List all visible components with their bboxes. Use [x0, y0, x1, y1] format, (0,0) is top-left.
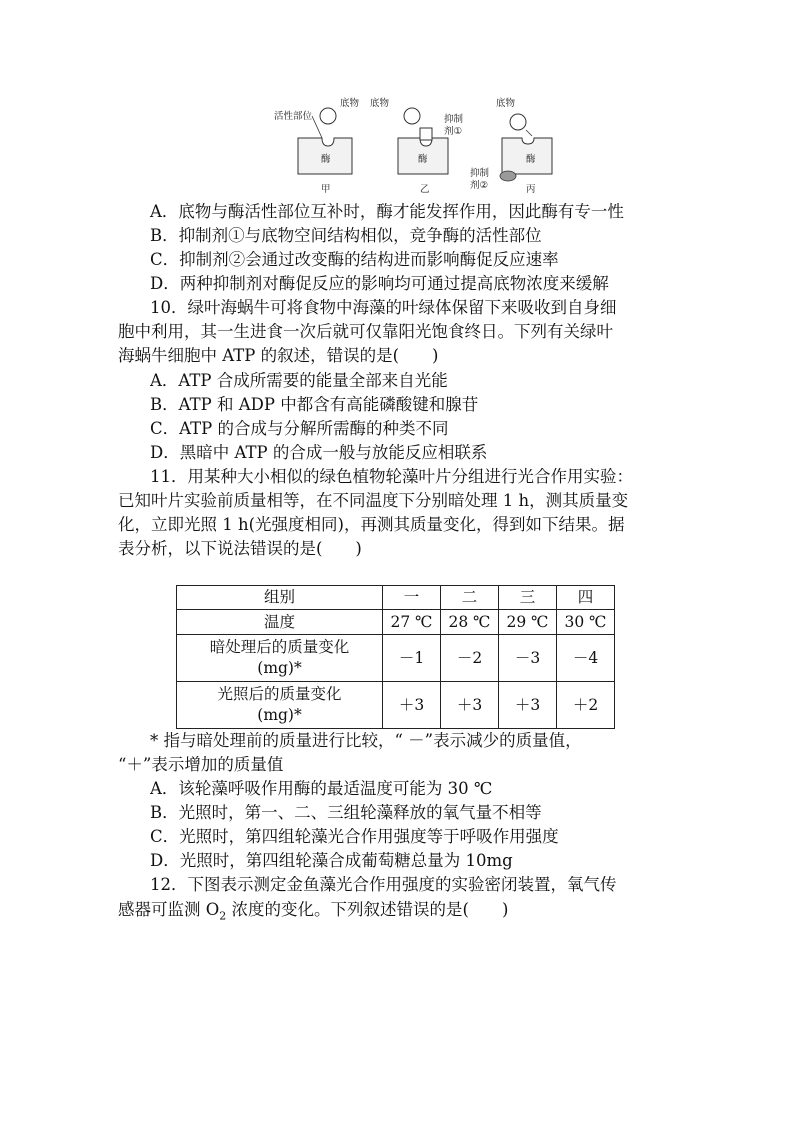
label-inhibitor-1a: 抑制 [444, 114, 464, 125]
q11-option-d: D．光照时，第四组轮藻合成葡萄糖总量为 10mg [150, 851, 513, 870]
q12-stem-2a: 感器可监测 O [118, 900, 220, 919]
panel-bing [470, 97, 552, 195]
q10-stem-line-2: 胞中利用，其一生进食一次后就可仅靠阳光饱食终日。下列有关绿叶 [118, 322, 613, 341]
substrate-circle-3 [510, 114, 526, 130]
label-active-site: 活性部位 [274, 111, 313, 122]
q9-option-d: D．两种抑制剂对酶促反应的影响均可通过提高底物浓度来缓解 [150, 274, 609, 293]
inhibitor-2-ellipse [500, 171, 516, 181]
table-cell-temp-1: 27 ℃ [383, 610, 441, 635]
table-cell-light-4: ＋2 [557, 682, 615, 729]
table-cell-temp-3: 29 ℃ [499, 610, 557, 635]
panel-jia [274, 97, 360, 195]
table-cell-temp-2: 28 ℃ [441, 610, 499, 635]
q11-note-line-1: * 指与暗处理前的质量进行比较，“ －”表示减少的质量值， [150, 731, 582, 750]
q11-stem-line-1: 11．用某种大小相似的绿色植物轮藻叶片分组进行光合作用实验： [150, 467, 633, 486]
o2-subscript: 2 [219, 909, 227, 923]
label-substrate-3: 底物 [496, 98, 516, 109]
dark-label-line-2: (mg)* [257, 659, 302, 677]
label-panel-jia: 甲 [321, 184, 331, 195]
q9-option-a: A．底物与酶活性部位互补时，酶才能发挥作用，因此酶有专一性 [150, 202, 624, 221]
q11-stem-line-4: 表分析，以下说法错误的是( ) [118, 539, 362, 558]
label-panel-yi: 乙 [420, 184, 430, 195]
table-cell-temp-label: 温度 [177, 610, 383, 635]
q10-option-a: A．ATP 合成所需要的能量全部来自光能 [150, 371, 448, 390]
label-substrate-1: 底物 [340, 98, 360, 109]
table-cell-group-3: 三 [499, 586, 557, 610]
label-enzyme-2: 酶 [418, 154, 428, 165]
label-enzyme-1: 酶 [321, 154, 331, 165]
q11-note-line-2: “＋”表示增加的质量值 [118, 755, 284, 774]
table-cell-group-4: 四 [557, 586, 615, 610]
table-cell-dark-2: －2 [441, 635, 499, 682]
table-cell-light-2: ＋3 [441, 682, 499, 729]
q12-stem-2b: 浓度的变化。下列叙述错误的是( ) [226, 900, 509, 919]
panel-yi [370, 97, 463, 195]
q11-stem-line-2: 已知叶片实验前质量相等，在不同温度下分别暗处理 1 h，测其质量变 [118, 491, 629, 510]
q10-stem-line-3: 海蜗牛细胞中 ATP 的叙述，错误的是( ) [118, 346, 439, 365]
table-cell-temp-4: 30 ℃ [557, 610, 615, 635]
table-cell-light-label [177, 682, 383, 729]
q10-stem-line-1: 10．绿叶海蜗牛可将食物中海藻的叶绿体保留下来吸收到自身细 [150, 298, 617, 317]
table-cell-dark-1: －1 [383, 635, 441, 682]
enzyme-diagram [270, 94, 560, 196]
table-cell-dark-label [177, 635, 383, 682]
table-row-dark [177, 635, 615, 682]
q11-data-table [176, 585, 615, 729]
q11-option-b: B．光照时，第一、二、三组轮藻释放的氧气量不相等 [150, 803, 542, 822]
substrate-circle-1 [320, 108, 336, 124]
enzyme-inhibitor-figure [270, 94, 560, 196]
table-row-header [177, 586, 615, 610]
inhibitor-1-block [420, 128, 432, 140]
q10-option-c: C．ATP 的合成与分解所需酶的种类不同 [150, 419, 449, 438]
q12-stem-line-1: 12．下图表示测定金鱼藻光合作用强度的实验密闭装置，氧气传 [150, 875, 617, 894]
table-cell-light-3: ＋3 [499, 682, 557, 729]
q9-option-c: C．抑制剂②会通过改变酶的结构进而影响酶促反应速率 [150, 250, 559, 269]
label-enzyme-3: 酶 [526, 154, 536, 165]
table-cell-dark-3: －3 [499, 635, 557, 682]
q10-option-b: B．ATP 和 ADP 中都含有高能磷酸键和腺苷 [150, 395, 479, 414]
substrate-circle-2 [404, 108, 420, 124]
label-inhibitor-2b: 剂② [470, 180, 489, 191]
table-row-temperature [177, 610, 615, 635]
light-label-line-2: (mg)* [257, 706, 302, 724]
light-label-line-1: 光照后的质量变化 [217, 685, 342, 703]
q11-stem-line-3: 化，立即光照 1 h(光强度相同)，再测其质量变化，得到如下结果。据 [118, 515, 625, 534]
table-cell-group-1: 一 [383, 586, 441, 610]
table-cell-group-2: 二 [441, 586, 499, 610]
q9-option-b: B．抑制剂①与底物空间结构相似，竞争酶的活性部位 [150, 226, 542, 245]
label-panel-bing: 丙 [526, 184, 536, 195]
label-inhibitor-2a: 抑制 [470, 168, 490, 179]
label-inhibitor-1b: 剂① [444, 126, 463, 137]
table-cell-dark-4: －4 [557, 635, 615, 682]
q11-option-a: A．该轮藻呼吸作用酶的最适温度可能为 30 ℃ [150, 779, 493, 798]
table-cell-group-label: 组别 [177, 586, 383, 610]
table-row-light [177, 682, 615, 729]
q10-option-d: D．黑暗中 ATP 的合成一般与放能反应相联系 [150, 443, 488, 462]
dark-label-line-1: 暗处理后的质量变化 [209, 638, 350, 656]
table-cell-light-1: ＋3 [383, 682, 441, 729]
label-substrate-2: 底物 [370, 98, 390, 109]
q11-option-c: C．光照时，第四组轮藻光合作用强度等于呼吸作用强度 [150, 827, 559, 846]
q12-stem-line-2 [118, 898, 508, 928]
